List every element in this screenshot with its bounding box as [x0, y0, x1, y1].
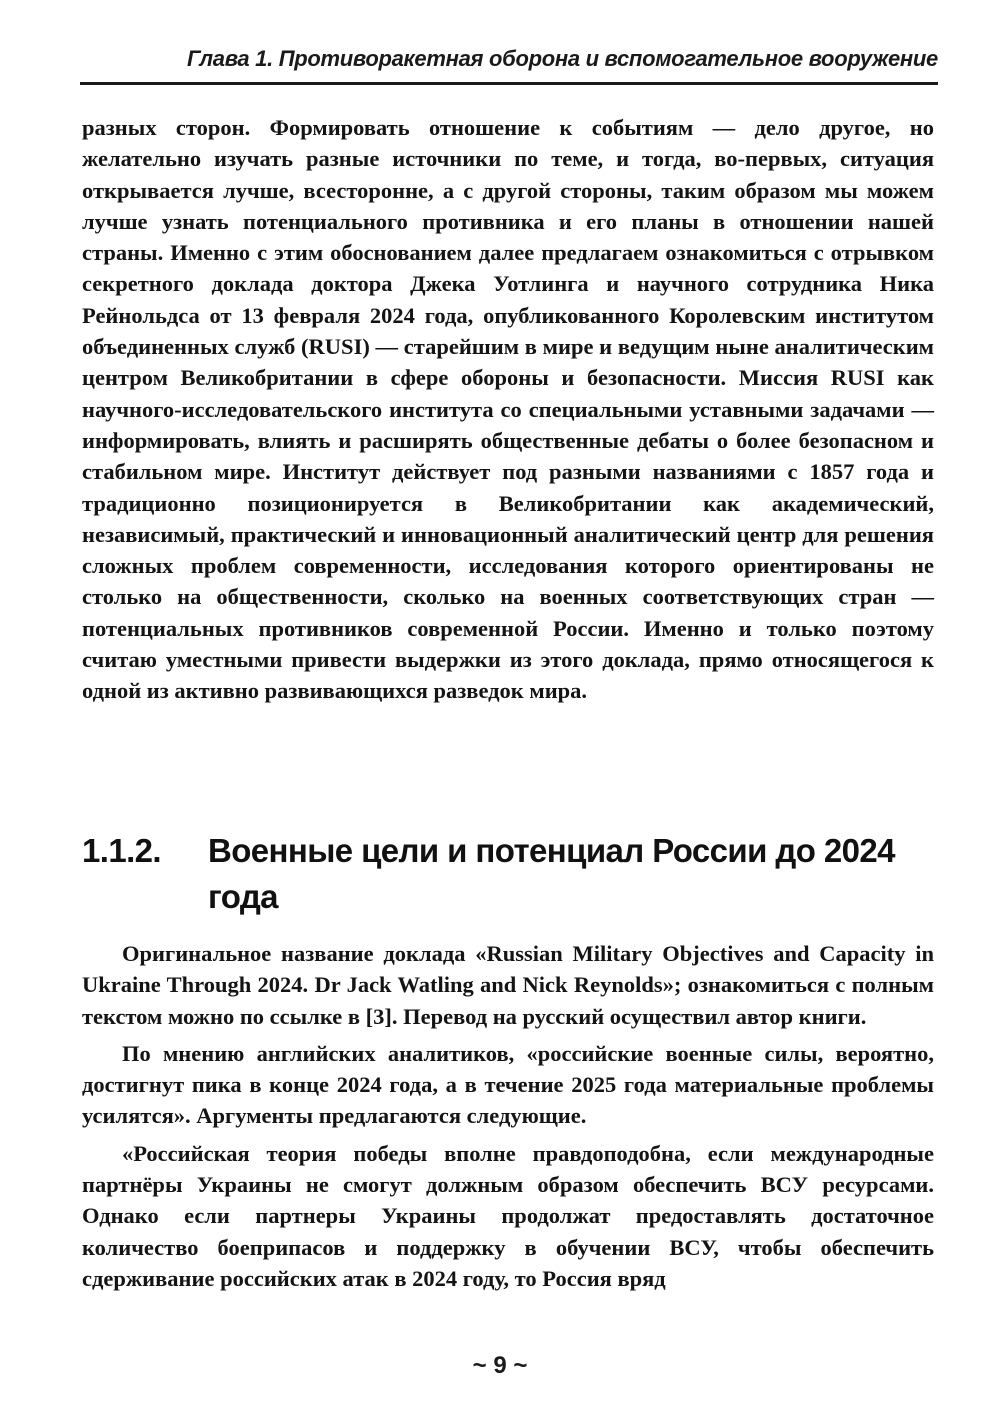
section-number: 1.1.2. [82, 832, 161, 869]
section-paragraph-1: Оригинальное название доклада «Russian Military Objectives and Capacity in Ukraine Through 2024. Dr Jack Watling and Nick Reynolds»; ознакомиться с полным текстом можно по ссылке в [3]. Перевод на русский осуществил автор книги. [82, 941, 934, 1029]
intro-paragraph: разных сторон. Формировать отношение к событиям — дело другое, но желательно изучать разные источники по теме, и тогда, во-первых, ситуация открывается лучше, всесторонне, а с другой стороны, таким образом мы можем лучше узнать потенциального противника и его планы в отношении нашей страны. Именно с этим обоснованием далее предлагаем ознакомиться с отрывком секретного доклада доктора Джека Уотлинга и научного сотрудника Ника Рейнольдса от 13 февраля 2024 года, опубликованного Королевским институтом объединенных служб (RUSI) — старейшим в мире и ведущим ныне аналитическим центром Великобритании в сфере обороны и безопасности. Миссия RUSI как научного-исследовательского института со специальными уставными задачами — информировать, влиять и расширять общественные дебаты о более безопасном и стабильном мире. Институт действует под разными названиями с 1857 года и традиционно позиционируется в Великобритании как академический, независимый, практический и инновационный аналитический центр для решения сложных проблем современности, исследования которого ориентированы не столько на общественности, сколько на военных соответствующих стран — потенциальных противников современной России. Именно и только поэтому считаю уместными привести выдержки из этого доклада, прямо относящегося к одной из активно развивающихся разведок мира. [82, 115, 934, 704]
page-number: ~ 9 ~ [472, 1352, 528, 1379]
section-paragraph-3: «Российская теория победы вполне правдоподобна, если международные партнёры Украины не смогут должным образом обеспечить ВСУ ресурсами. Однако если партнеры Украины продолжат предоставлять достаточное количество боеприпасов и поддержку в обучении ВСУ, чтобы обеспечить сдерживание российских атак в 2024 году, то Россия вряд [82, 1140, 934, 1291]
header-rule [80, 82, 938, 85]
running-header: Глава 1. Противоракетная оборона и вспомогательное вооружение [187, 46, 938, 71]
body-text-block [82, 112, 934, 707]
section-title: Военные цели и потенциал России до 2024 года [208, 832, 895, 915]
section-paragraph-2: По мнению английских аналитиков, «российские военные силы, вероятно, достигнут пика в конце 2024 года, а в течение 2025 года материальные проблемы усилятся». Аргументы предлагаются следующие. [82, 1040, 934, 1129]
section-body [82, 938, 934, 1300]
